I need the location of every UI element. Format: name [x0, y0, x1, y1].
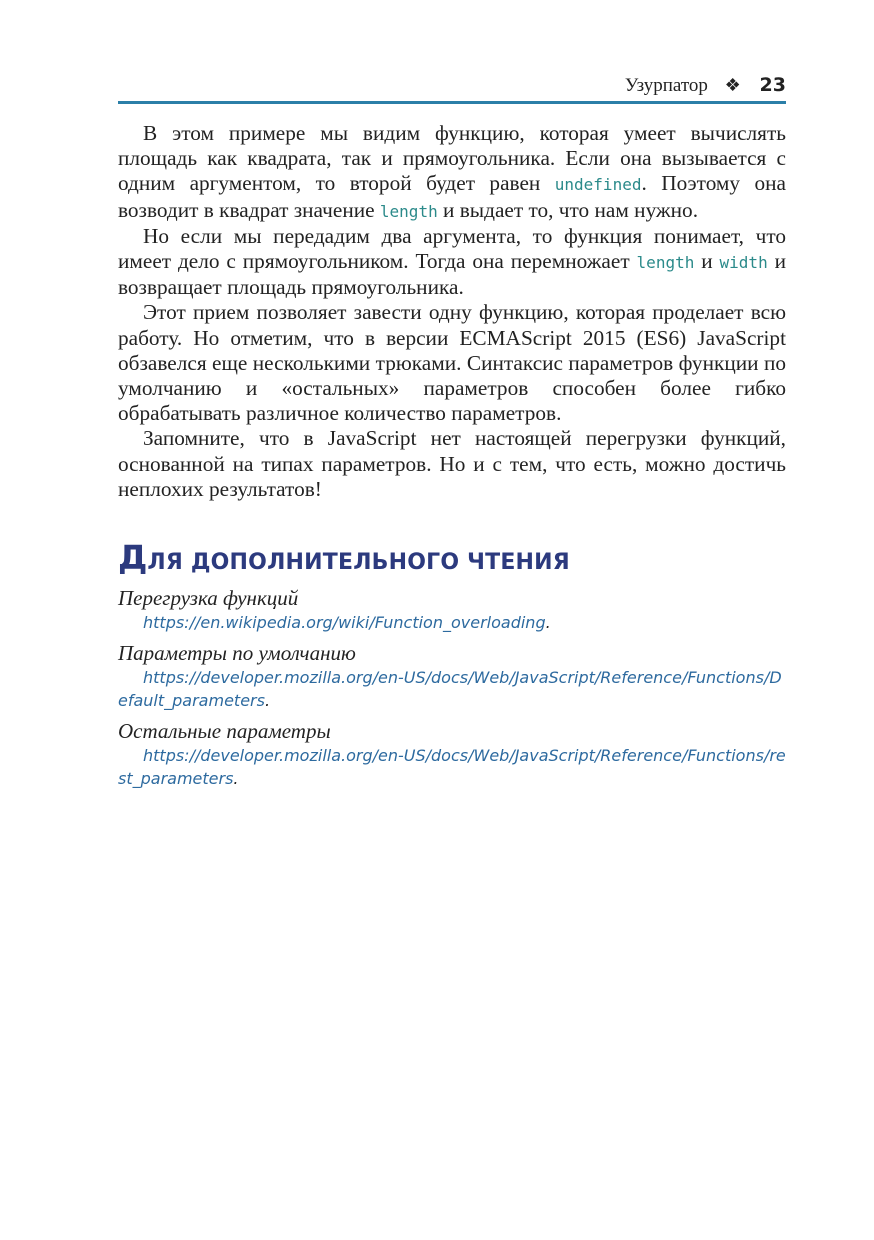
- paragraph-text: и выдает то, что нам нужно.: [437, 197, 699, 222]
- reference-item: [118, 718, 786, 790]
- body-text: [118, 121, 786, 502]
- paragraph-text: . Поэтому она возводит в квадрат значение: [118, 171, 786, 222]
- reference-title: Параметры по умолчанию: [118, 641, 356, 665]
- reference-title: Остальные параметры: [118, 719, 331, 743]
- header-rule: [118, 101, 786, 104]
- inline-code: length: [379, 201, 438, 221]
- reference-link[interactable]: [118, 611, 786, 634]
- reference-url[interactable]: https://developer.mozilla.org/en-US/docs/Web/JavaScript/Reference/Functions/rest_parameters: [118, 746, 786, 788]
- paragraph-text: Этот прием позволяет завести одну функцию, которая проделает всю работу. Но отметим, что в версии ECMAScript 2015 (ES6) JavaScript обзавелся еще несколькими трюками. Синтаксис параметров функции по умолчанию и «остальных» параметров способен более гибко обрабатывать различное количество параметров.: [118, 300, 786, 426]
- inline-code: length: [636, 253, 695, 273]
- paragraph: [118, 426, 786, 502]
- reference-url[interactable]: https://developer.mozilla.org/en-US/docs/Web/JavaScript/Reference/Functions/Default_parameters: [118, 668, 782, 710]
- reference-list: [118, 585, 786, 796]
- page-number: 23: [759, 74, 786, 96]
- paragraph-text: Запомните, что в JavaScript нет настоящей перегрузки функций, основанной на типах параметров. Но и с тем, что есть, можно достичь неплохих результатов!: [118, 426, 786, 501]
- reference-link[interactable]: [118, 744, 786, 790]
- paragraph-text: и: [694, 249, 720, 274]
- paragraph: [118, 300, 786, 426]
- section-heading: [118, 538, 570, 577]
- paragraph-text: В этом примере мы видим функцию, которая умеет вычислять площадь как квадрата, так и прямоугольника. Если она вызывается с одним аргументом, то второй будет равен: [118, 121, 786, 196]
- paragraph: [118, 224, 786, 301]
- paragraph-text: и возвращает площадь прямоугольника.: [118, 249, 786, 300]
- reference-period: .: [233, 769, 239, 788]
- inline-code: undefined: [554, 175, 642, 195]
- paragraph-text: Но если мы передадим два аргумента, то функция понимает, что имеет дело с прямоугольником. Тогда она перемножает: [118, 223, 786, 274]
- reference-title: Перегрузка функций: [118, 586, 299, 610]
- reference-item: [118, 585, 786, 634]
- reference-period: .: [545, 613, 551, 632]
- paragraph: [118, 121, 786, 224]
- section-heading-rest: ЛЯ ДОПОЛНИТЕЛЬНОГО ЧТЕНИЯ: [147, 550, 570, 575]
- reference-url[interactable]: https://en.wikipedia.org/wiki/Function_overloading: [143, 613, 546, 632]
- inline-code: width: [719, 253, 768, 273]
- running-header: [118, 74, 786, 100]
- chapter-title: Узурпатор: [624, 75, 708, 96]
- fleuron-icon: ❖: [724, 75, 741, 95]
- reference-item: [118, 640, 786, 712]
- reference-link[interactable]: [118, 666, 786, 712]
- section-heading-initial: Д: [118, 538, 148, 577]
- reference-period: .: [264, 691, 271, 710]
